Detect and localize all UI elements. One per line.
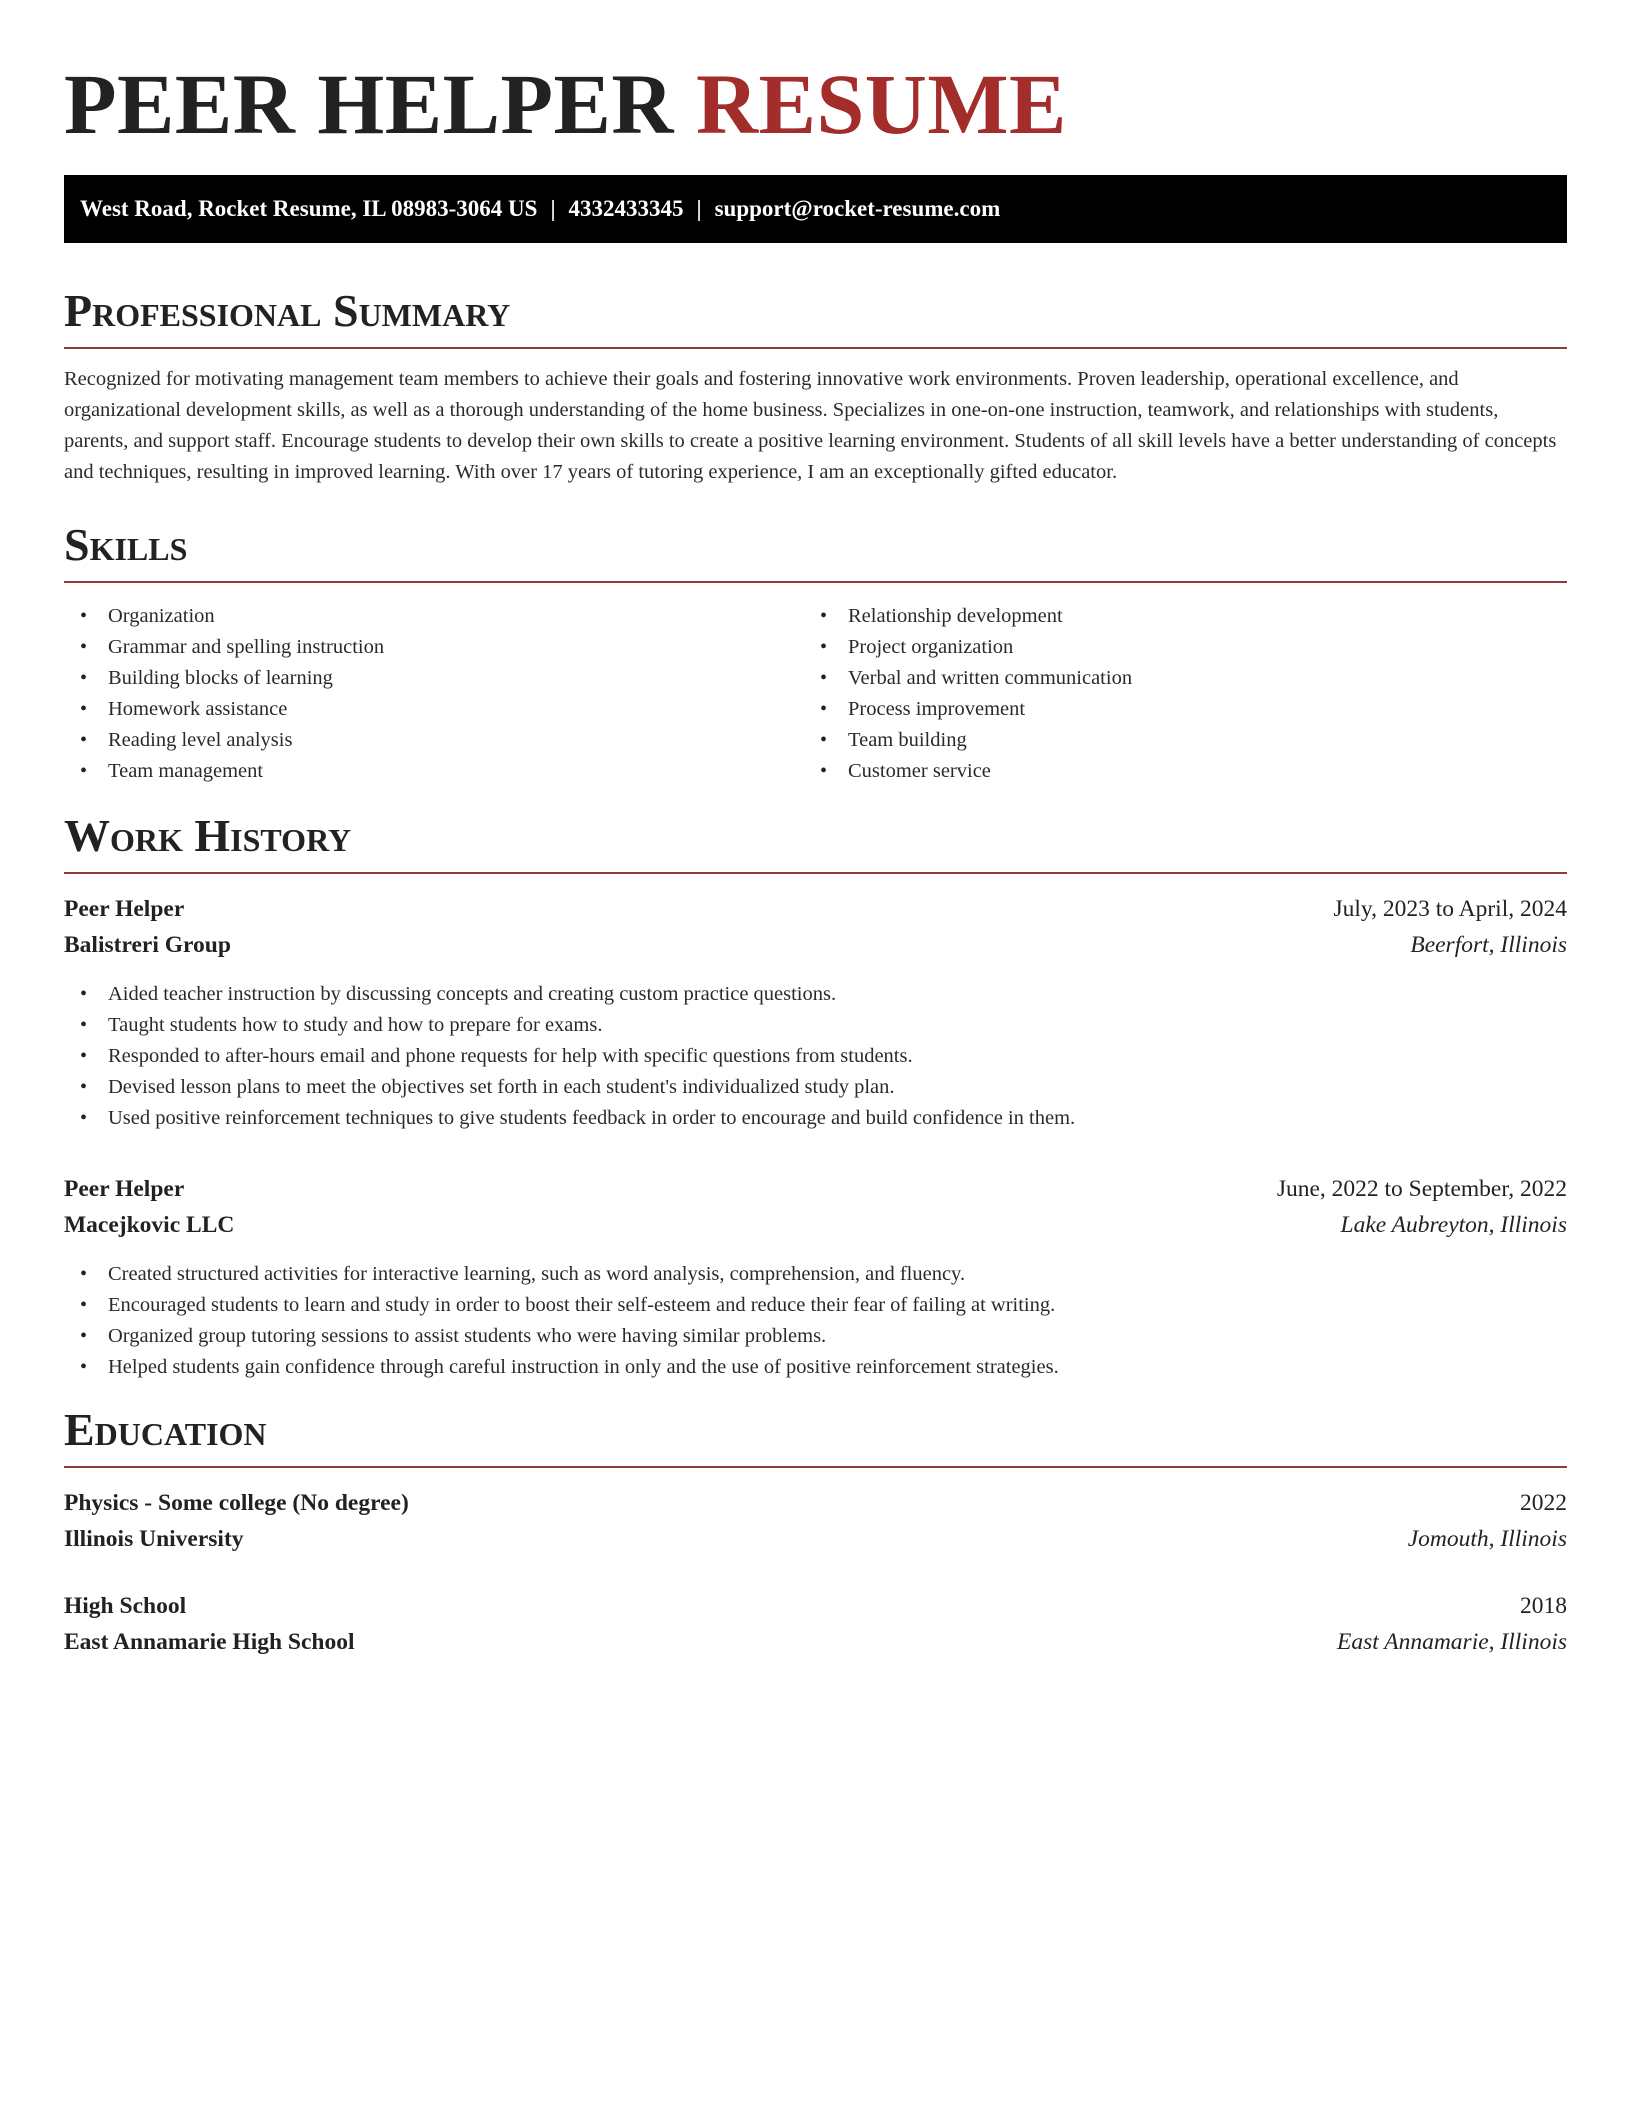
job-entry bbox=[64, 891, 1567, 1134]
skill-item: • Relationship development bbox=[804, 601, 1544, 632]
skill-item: • Team building bbox=[804, 725, 1544, 756]
contact-separator: | bbox=[696, 196, 702, 221]
education-location: East Annamarie, Illinois bbox=[1337, 1629, 1567, 1655]
section-title-work-history: Work History bbox=[64, 810, 352, 861]
education-school: East Annamarie High School bbox=[64, 1629, 355, 1655]
education-school-row bbox=[64, 1624, 1567, 1660]
job-bullet: • Created structured activities for interactive learning, such as word analysis, comprehension, and fluency. bbox=[64, 1259, 1567, 1290]
job-role: Peer Helper bbox=[64, 896, 185, 922]
resume-title-main: PEER HELPER bbox=[64, 56, 674, 152]
job-location: Lake Aubreyton, Illinois bbox=[1340, 1212, 1567, 1238]
resume-title bbox=[64, 0, 1567, 154]
section-divider bbox=[64, 872, 1567, 874]
education-header-row bbox=[64, 1485, 1567, 1521]
skill-item: • Building blocks of learning bbox=[64, 663, 804, 694]
job-bullets bbox=[64, 979, 1567, 1134]
contact-separator: | bbox=[550, 196, 556, 221]
education-entry bbox=[64, 1485, 1567, 1557]
skill-item: • Organization bbox=[64, 601, 804, 632]
job-bullet: • Helped students gain confidence through careful instruction in only and the use of positive reinforcement strategies. bbox=[64, 1352, 1567, 1383]
skill-item: • Process improvement bbox=[804, 694, 1544, 725]
contact-address: West Road, Rocket Resume, IL 08983-3064 US bbox=[80, 196, 538, 221]
contact-email: support@rocket-resume.com bbox=[714, 196, 1001, 221]
skills-grid bbox=[64, 601, 1567, 787]
section-title-education: Education bbox=[64, 1404, 267, 1455]
job-header-row bbox=[64, 891, 1567, 927]
skill-item: • Reading level analysis bbox=[64, 725, 804, 756]
job-bullet: • Responded to after-hours email and phone requests for help with specific questions from students. bbox=[64, 1041, 1567, 1072]
resume-title-accent: RESUME bbox=[695, 56, 1067, 152]
job-bullet: • Aided teacher instruction by discussing concepts and creating custom practice questions. bbox=[64, 979, 1567, 1010]
contact-bar bbox=[64, 175, 1567, 243]
section-divider bbox=[64, 347, 1567, 349]
section-title-summary: Professional Summary bbox=[64, 285, 511, 336]
job-bullet: • Used positive reinforcement techniques to give students feedback in order to encourage and build confidence in them. bbox=[64, 1103, 1567, 1134]
job-location: Beerfort, Illinois bbox=[1410, 932, 1567, 958]
education-year: 2018 bbox=[1520, 1593, 1567, 1619]
job-role: Peer Helper bbox=[64, 1176, 185, 1202]
education-degree: High School bbox=[64, 1593, 187, 1619]
job-entry bbox=[64, 1171, 1567, 1383]
education-school-row bbox=[64, 1521, 1567, 1557]
skills-list-left bbox=[64, 601, 804, 787]
education-header-row bbox=[64, 1588, 1567, 1624]
education-school: Illinois University bbox=[64, 1526, 244, 1552]
job-bullet: • Encouraged students to learn and study in order to boost their self-esteem and reduce their fear of failing at writing. bbox=[64, 1290, 1567, 1321]
skill-item: • Homework assistance bbox=[64, 694, 804, 725]
skill-item: • Project organization bbox=[804, 632, 1544, 663]
job-bullet: • Taught students how to study and how to prepare for exams. bbox=[64, 1010, 1567, 1041]
job-dates: June, 2022 to September, 2022 bbox=[1276, 1176, 1567, 1202]
education-location: Jomouth, Illinois bbox=[1407, 1526, 1567, 1552]
job-company-row bbox=[64, 1207, 1567, 1243]
skill-item: • Grammar and spelling instruction bbox=[64, 632, 804, 663]
education-entry bbox=[64, 1588, 1567, 1660]
job-company: Balistreri Group bbox=[64, 932, 231, 958]
skill-item: • Verbal and written communication bbox=[804, 663, 1544, 694]
section-divider bbox=[64, 581, 1567, 583]
resume-page bbox=[64, 0, 1567, 1660]
contact-phone: 4332433345 bbox=[568, 196, 684, 221]
job-bullet: • Organized group tutoring sessions to assist students who were having similar problems. bbox=[64, 1321, 1567, 1352]
job-bullets bbox=[64, 1259, 1567, 1383]
section-divider bbox=[64, 1466, 1567, 1468]
job-header-row bbox=[64, 1171, 1567, 1207]
summary-text: Recognized for motivating management team members to achieve their goals and fostering innovative work environments. Proven leadership, operational excellence, and organizational development skills, as well as a thorough understanding of the home business. Specializes in one-on-one instruction, teamwork, and relationships with students, parents, and support staff. Encourage students to develop their own skills to create a positive learning environment. Students of all skill levels have a better understanding of concepts and techniques, resulting in improved learning. With over 17 years of tutoring experience, I am an exceptionally gifted educator. bbox=[64, 368, 1557, 483]
job-company: Macejkovic LLC bbox=[64, 1212, 235, 1238]
skills-list-right bbox=[804, 601, 1544, 787]
skill-item: • Customer service bbox=[804, 756, 1544, 787]
education-degree: Physics - Some college (No degree) bbox=[64, 1490, 409, 1516]
job-company-row bbox=[64, 927, 1567, 963]
section-title-skills: Skills bbox=[64, 519, 188, 570]
job-dates: July, 2023 to April, 2024 bbox=[1333, 896, 1567, 922]
job-bullet: • Devised lesson plans to meet the objectives set forth in each student's individualized study plan. bbox=[64, 1072, 1567, 1103]
skill-item: • Team management bbox=[64, 756, 804, 787]
education-year: 2022 bbox=[1520, 1490, 1567, 1516]
